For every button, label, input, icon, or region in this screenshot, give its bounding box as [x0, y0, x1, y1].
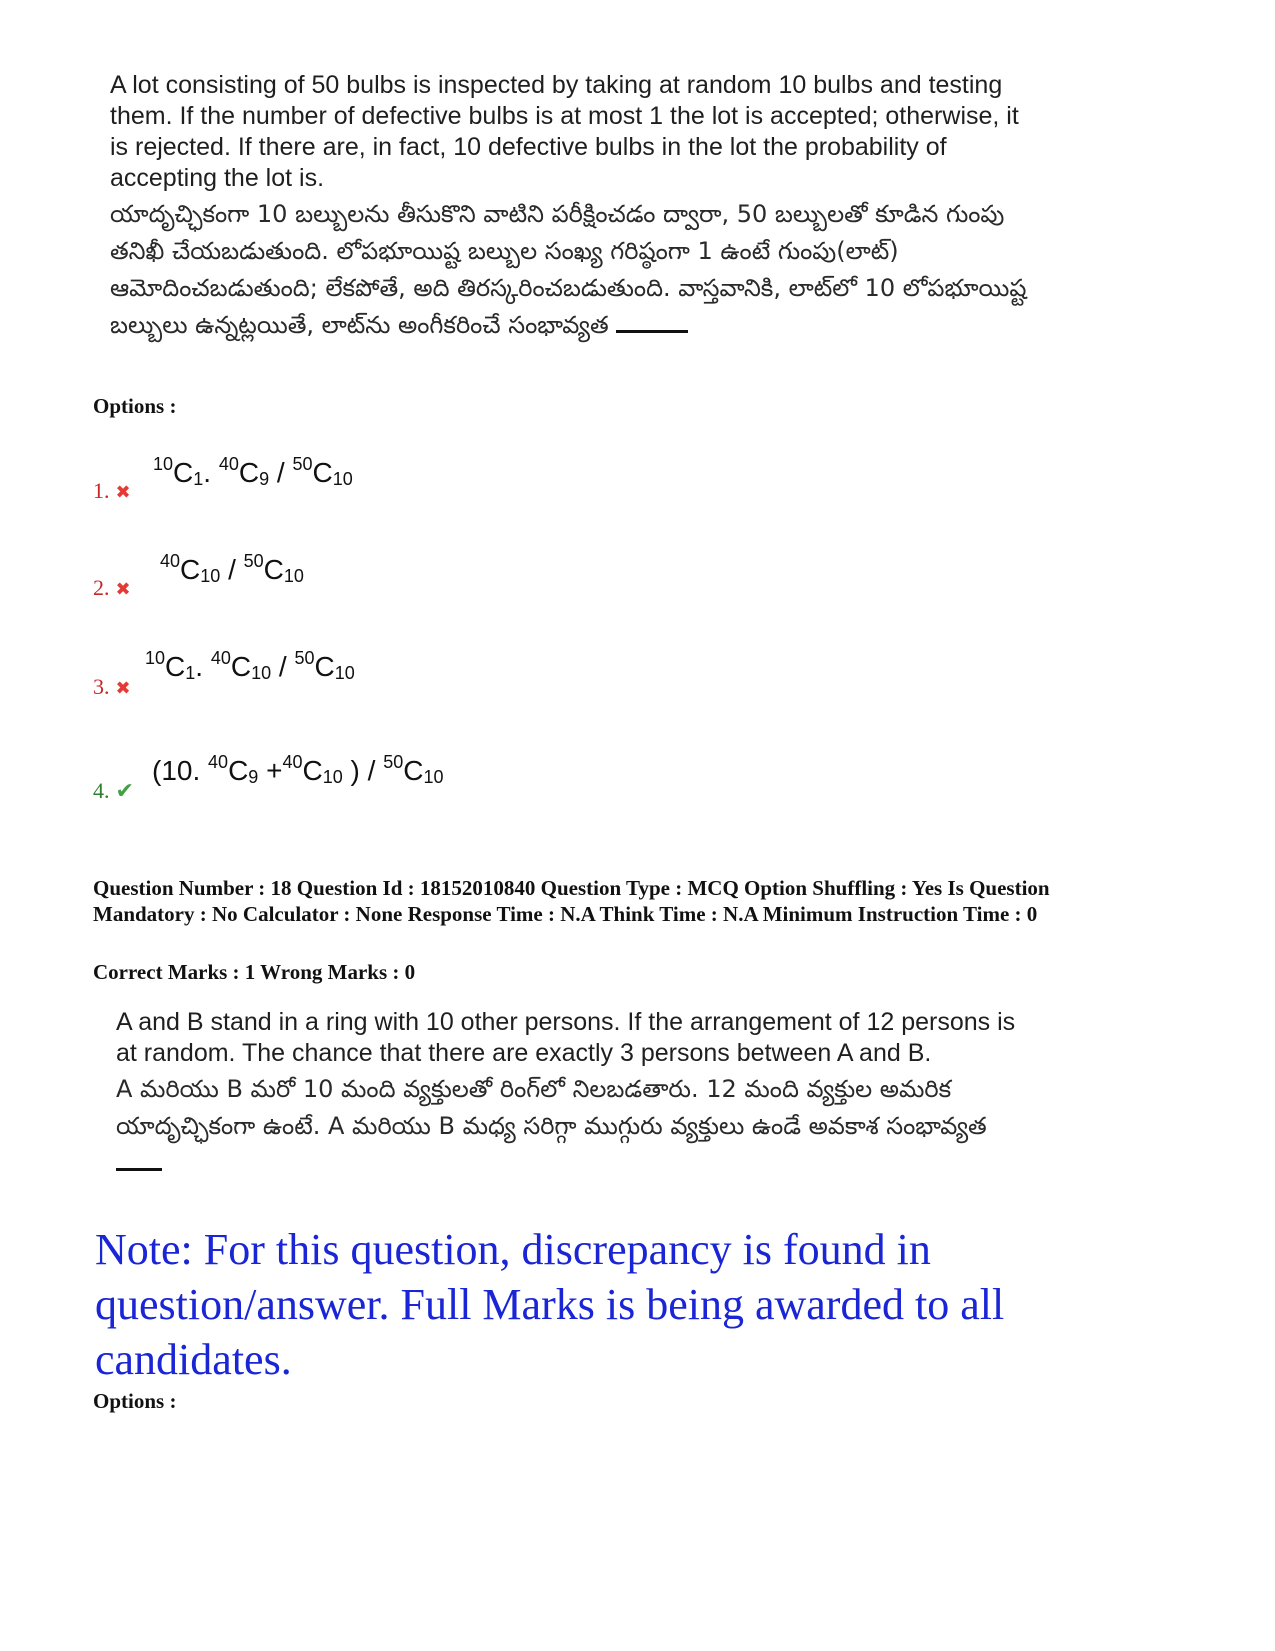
formula-part: 1	[185, 663, 196, 683]
formula-part: C	[230, 651, 252, 682]
formula-part: /	[269, 457, 293, 488]
formula-part: 50	[292, 454, 313, 474]
option-number: 3.	[93, 674, 110, 699]
formula-part: 1	[193, 469, 204, 489]
formula-part: /	[271, 651, 295, 682]
q18-question-block	[116, 1007, 1031, 1182]
option-4-formula	[152, 745, 444, 794]
formula-part: 50	[294, 648, 315, 668]
formula-part: C	[314, 651, 335, 682]
cross-icon: ✖	[115, 482, 131, 502]
formula-part: 40	[208, 752, 229, 772]
formula-part: 10	[145, 648, 166, 668]
option-2-marker	[93, 575, 131, 602]
q17-options-label: Options :	[93, 394, 177, 418]
answer-blank	[616, 330, 688, 333]
formula-part: 10	[423, 767, 444, 787]
option-1-formula	[153, 447, 353, 496]
check-icon: ✔	[115, 778, 134, 803]
formula-part: 10	[334, 663, 355, 683]
q18-options-label: Options :	[93, 1389, 177, 1413]
formula-part: 10	[283, 566, 304, 586]
formula-part: 10	[332, 469, 353, 489]
option-1-marker	[93, 478, 131, 505]
discrepancy-note: Note: For this question, discrepancy is found in question/answer. Full Marks is being awarded to all candidates.	[95, 1225, 1005, 1384]
formula-part: 40	[282, 752, 303, 772]
q17-question-block	[110, 70, 1030, 344]
q18-marks: Correct Marks : 1 Wrong Marks : 0	[93, 960, 416, 984]
answer-blank	[116, 1168, 162, 1171]
formula-part: .	[203, 457, 219, 488]
q17-english-text: A lot consisting of 50 bulbs is inspected by taking at random 10 bulbs and testing them. If the number of defective bulbs is at most 1 the lot is accepted; otherwise, it is rejected. If there are, in fact, 10 defective bulbs in the lot the probability of accepting the lot is.	[110, 71, 1019, 192]
formula-part: 50	[243, 551, 264, 571]
formula-part: 50	[383, 752, 404, 772]
option-2-formula	[160, 544, 304, 593]
q18-telugu-text	[116, 1071, 1031, 1182]
formula-part: 10	[251, 663, 272, 683]
q18-english-text: A and B stand in a ring with 10 other persons. If the arrangement of 12 persons is at random. The chance that there are exactly 3 persons between A and B.	[116, 1008, 1016, 1067]
formula-part: 10	[322, 767, 343, 787]
q17-telugu-sentence: యాదృచ్ఛికంగా 10 బల్బులను తీసుకొని వాటిని పరీక్షించడం ద్వారా, 50 బల్బులతో కూడిన గుంపు తనిఖీ చేయబడుతుంది. లోపభూయిష్ట బల్బుల సంఖ్య గరిష్ఠంగా 1 ఉంటే గుంపు(లాట్) ఆమోదించబడుతుంది; లేకపోతే, అది తిరస్కరించబడుతుంది. వాస్తవానికి, లాట్‌లో 10 లోపభూయిష్ట బల్బులు ఉన్నట్లయితే, లాట్‌ను అంగీకరించే సంభావ్యత	[110, 200, 1027, 339]
formula-part: 9	[259, 469, 270, 489]
option-4-marker	[93, 778, 134, 804]
formula-part: C	[180, 554, 201, 585]
formula-part: C	[238, 457, 260, 488]
formula-part: C	[165, 651, 186, 682]
formula-part: /	[220, 554, 244, 585]
q18-telugu-sentence: A మరియు B మరో 10 మంది వ్యక్తులతో రింగ్‌లో నిలబడతారు. 12 మంది వ్యక్తుల అమరిక యాదృచ్ఛికంగా ఉంటే. A మరియు B మధ్య సరిగ్గా ముగ్గురు వ్యక్తులు ఉండే అవకాశ సంభావ్యత	[116, 1075, 987, 1140]
q18-meta: Question Number : 18 Question Id : 18152010840 Question Type : MCQ Option Shuffling : Yes Is Question Mandatory : No Calculator : None Response Time : N.A Think Time : N.A Minimum Instruction Time : 0	[93, 876, 1050, 926]
formula-part: 10	[153, 454, 174, 474]
formula-part: C	[173, 457, 194, 488]
cross-icon: ✖	[115, 678, 131, 698]
option-3-marker	[93, 674, 131, 701]
option-number: 2.	[93, 575, 110, 600]
formula-part: +	[258, 755, 283, 786]
formula-part: 40	[210, 648, 231, 668]
option-number: 1.	[93, 478, 110, 503]
formula-part: ) /	[342, 755, 384, 786]
cross-icon: ✖	[115, 579, 131, 599]
option-3-formula	[145, 641, 355, 690]
formula-part: C	[302, 755, 323, 786]
formula-part: 40	[160, 551, 181, 571]
formula-part: (10.	[152, 755, 209, 786]
formula-part: C	[403, 755, 424, 786]
formula-part: C	[228, 755, 249, 786]
q17-telugu-text	[110, 196, 1030, 344]
formula-part: 40	[218, 454, 239, 474]
option-number: 4.	[93, 778, 110, 803]
formula-part: C	[263, 554, 284, 585]
formula-part: 10	[200, 566, 221, 586]
formula-part: C	[312, 457, 333, 488]
formula-part: 9	[248, 767, 259, 787]
formula-part: .	[195, 651, 211, 682]
